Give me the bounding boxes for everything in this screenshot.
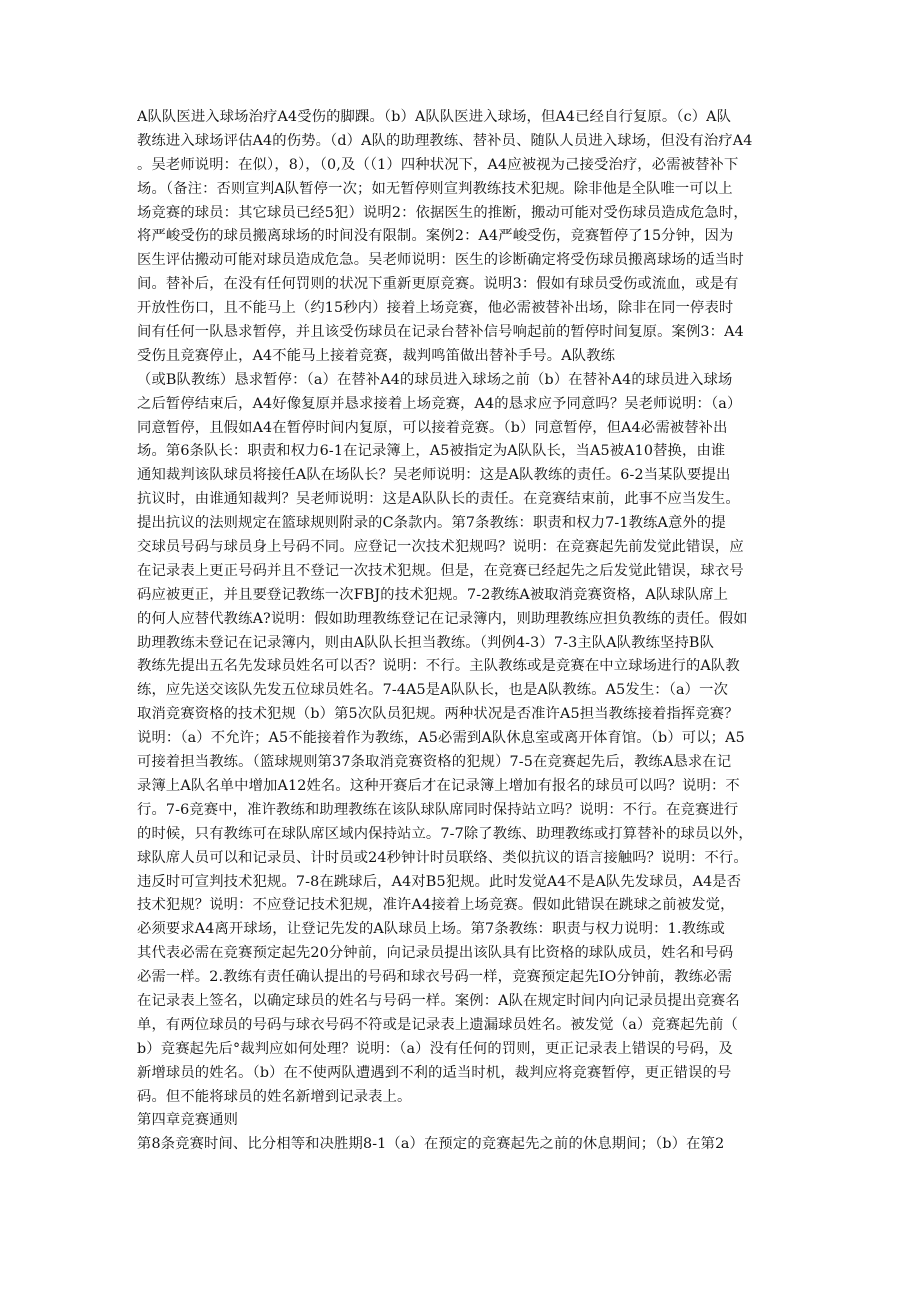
text-line: 医生评估搬动可能对球员造成危急。吴老师说明：医生的诊断确定将受伤球员搬离球场的适当时 [137, 252, 744, 269]
text-line: 在记录表上签名，以确定球员的姓名与号码一样。案例：A队在规定时间内向记录员提出竞赛名 [137, 992, 740, 1009]
document-body [137, 106, 787, 1157]
text-line: 抗议时，由谁通知裁判？吴老师说明：这是A队队长的责任。在竞赛结束前，此事不应当发生。 [137, 491, 740, 508]
text-line: 行。7-6竞赛中，准许教练和助理教练在该队球队席同时保持站立吗？说明：不行。在竞赛进行 [137, 801, 739, 818]
text-line: b）竞赛起先后°裁判应如何处理？说明：（a）没有任何的罚则，更正记录表上错误的号码，及 [137, 1040, 733, 1057]
text-line: 第8条竞赛时间、比分相等和决胜期8-1（a）在预定的竞赛起先之前的休息期间；（b）在第2 [137, 1136, 725, 1153]
text-line: 违反时可宣判技术犯规。7-8在跳球后，A4对B5犯规。此时发觉A4不是A队先发球员，A4是否 [137, 873, 742, 890]
text-line: 练，应先送交该队先发五位球员姓名。7-4A5是A队队长，也是A队教练。A5发生：（a）一次 [137, 682, 729, 699]
text-line: 教练进入球场评估A4的伤势。（d）A队的助理教练、替补员、随队人员进入球场，但没有治疗A4 [137, 132, 753, 149]
text-line: （或B队教练）恳求暂停：（a）在替补A4的球员进入球场之前（b）在替补A4的球员进入球场 [137, 371, 733, 388]
chapter-heading: 第四章竞赛通则 [137, 1112, 239, 1129]
text-line: 。吴老师说明：在似），8），（0,及（（1）四种状况下，A4应被视为己接受治疗，必需被替补下 [137, 156, 739, 173]
text-line: 其代表必需在竞赛预定起先20分钟前，向记录员提出该队具有比资格的球队成员，姓名和号码 [137, 945, 734, 962]
text-line: 受伤且竞赛停止，A4不能马上接着竞赛，裁判鸣笛做出替补手号。A队教练 [137, 347, 616, 364]
text-line: 将严峻受伤的球员搬离球场的时间没有限制。案例2：A4严峻受伤，竞赛暂停了15分钟，因为 [137, 228, 734, 245]
text-line: 可接着担当教练。（篮球规则第37条取消竞赛资格的犯规）7-5在竞赛起先后，教练A恳求在记 [137, 754, 732, 771]
text-line: 录簿上A队名单中增加A12姓名。这种开赛后才在记录簿上增加有报名的球员可以吗？说明：不 [137, 777, 740, 794]
text-line: 必需一样。2.教练有责任确认提出的号码和球衣号码一样，竞赛预定起先IO分钟前，教练必需 [137, 969, 733, 986]
text-line: 场。第6条队长：职责和权力6-1在记录簿上，A5被指定为A队队长，当A5被A10替换，由谁 [137, 443, 726, 460]
text-line: 教练先提出五名先发球员姓名可以否？说明：不行。主队教练或是竞赛在中立球场进行的A队教 [137, 658, 740, 675]
text-line: 助理教练未登记在记录簿内，则由A队队长担当教练。（判例4-3）7-3主队A队教练坚持B队 [137, 634, 715, 651]
text-line: 码应被更正，并且要登记教练一次FBJ的技术犯规。7-2教练A被取消竞赛资格，A队球队席上 [137, 586, 729, 603]
text-line: 之后暂停结束后，A4好像复原并恳求接着上场竞赛，A4的恳求应予同意吗？吴老师说明：（a） [137, 395, 742, 412]
text-line: 同意暂停，且假如A4在暂停时间内复原，可以接着竞赛。（b）同意暂停，但A4必需被替补出 [137, 419, 728, 436]
text-line: 的何人应替代教练A?说明：假如助理教练登记在记录簿内，则助理教练应担负教练的责任。假如 [137, 610, 748, 627]
text-line: 新增球员的姓名。（b）在不使两队遭遇到不利的适当时机，裁判应将竞赛暂停，更正错误的号 [137, 1064, 732, 1081]
text-line: 单，有两位球员的号码与球衣号码不符或是记录表上遗漏球员姓名。被发觉（a）竞赛起先前（ [137, 1016, 738, 1033]
text-line: 通知裁判该队球员将接任A队在场队长？吴老师说明：这是A队教练的责任。6-2当某队要提出 [137, 467, 731, 484]
text-line: 提出抗议的法则规定在篮球规则附录的C条款内。第7条教练：职责和权力7-1教练A意外的提 [137, 515, 726, 532]
text-line: 的时候，只有教练可在球队席区域内保持站立。7-7除了教练、助理教练或打算替补的球员以外， [137, 825, 753, 842]
text-line: 在记录表上更正号码并且不登记一次技术犯规。但是，在竞赛已经起先之后发觉此错误，球衣号 [137, 562, 744, 579]
text-line: 说明：（a）不允许；A5不能接着作为教练，A5必需到A队休息室或离开体育馆。（b）可以；A5 [137, 730, 745, 747]
text-line: 间。替补后，在没有任何罚则的状况下重新更原竞赛。说明3：假如有球员受伤或流血，或是有 [137, 276, 739, 293]
text-line: A队队医进入球场治疗A4受伤的脚踝。（b）A队队医进入球场，但A4已经自行复原。（c）A队 [137, 109, 732, 125]
text-line: 间有任何一队恳求暂停，并且该受伤球员在记录台替补信号响起前的暂停时间复原。案例3：A4 [137, 324, 744, 341]
text-line: 必须要求A4离开球场，让登记先发的A队球员上场。第7条教练：职责与权力说明：1.教练或 [137, 921, 725, 938]
text-line: 码。但不能将球员的姓名新增到记录表上。 [137, 1088, 412, 1105]
text-line: 球队席人员可以和记录员、计时员或24秒钟计时员联络、类似抗议的语言接触吗？说明：不行。 [137, 849, 748, 866]
text-line: 场竞赛的球员：其它球员已经5犯）说明2：依据医生的推断，搬动可能对受伤球员造成危急时， [137, 204, 748, 221]
text-line: 开放性伤口，且不能马上（约15秒内）接着上场竞赛，他必需被替补出场，除非在同一停表时 [137, 300, 734, 317]
text-line: 取消竞赛资格的技术犯规（b）第5次队员犯规。两种状况是否准许A5担当教练接着指挥竞赛？ [137, 706, 739, 723]
text-line: 场。（备注：否则宣判A队暂停一次；如无暂停则宣判教练技术犯规。除非他是全队唯一可以上 [137, 180, 733, 197]
text-line: 交球员号码与球员身上号码不同。应登记一次技术犯规吗？说明：在竞赛起先前发觉此错误，应 [137, 539, 744, 556]
text-line: 技术犯规？说明：不应登记技术犯规，准许A4接着上场竞赛。假如此错误在跳球之前被发觉， [137, 897, 735, 914]
